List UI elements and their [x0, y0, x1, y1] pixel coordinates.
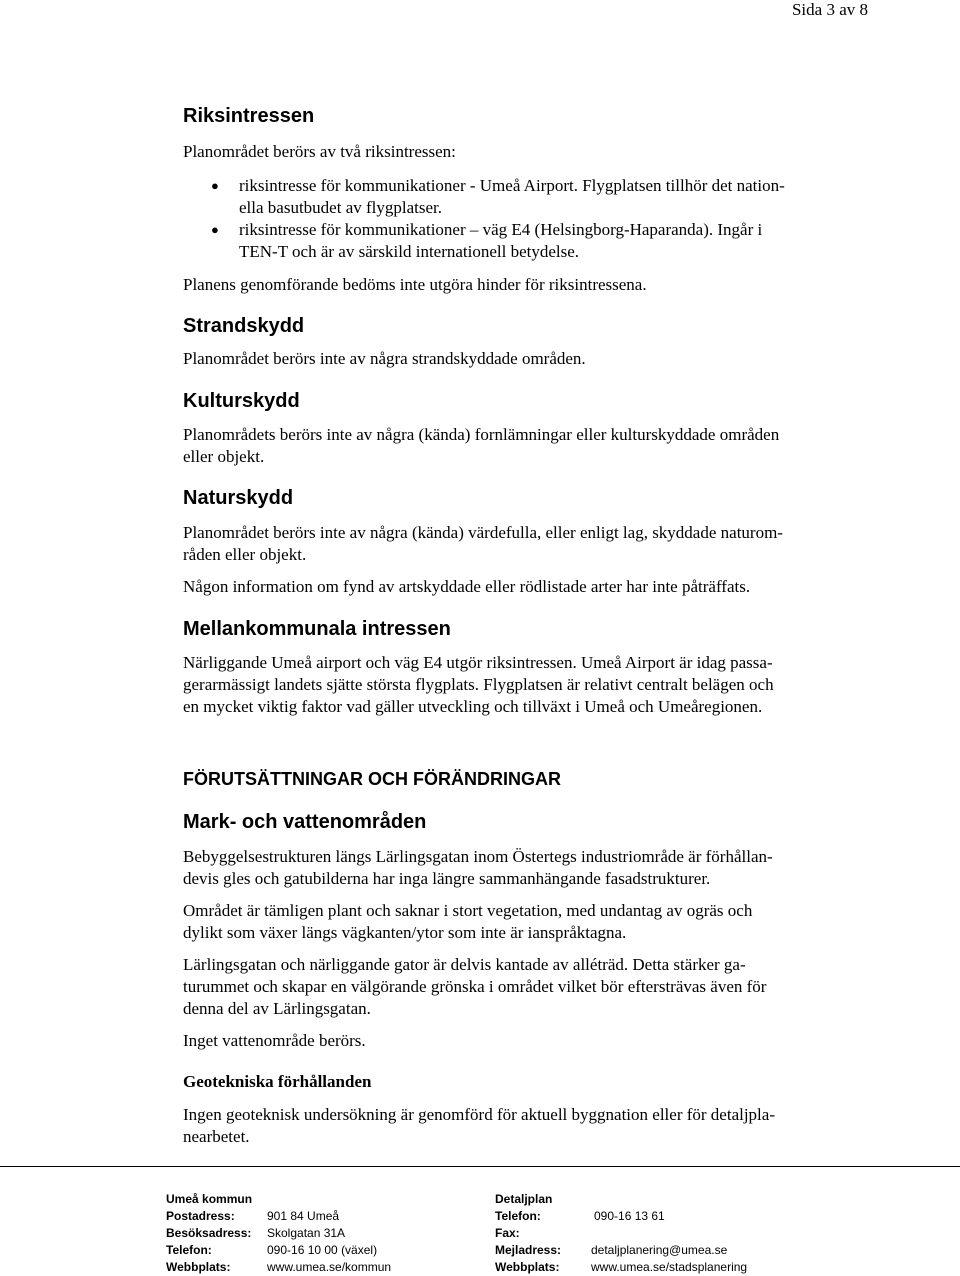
kulturskydd-line: Planområdets berörs inte av några (kända) fornlämningar eller kulturskyddade områden	[183, 425, 780, 444]
mellankommunala-line: gerarmässigt landets sjätte största flygplats. Flygplatsen är relativt centralt belägen och	[183, 675, 774, 694]
footer-org-kommun: Umeå kommun	[166, 1192, 253, 1206]
footer-value: 901 84 Umeå	[267, 1209, 340, 1223]
footer-value: 090-16 10 00 (växel)	[267, 1243, 378, 1257]
mark-line: turummet och skapar en välgörande grönska i området vilket bör eftersträvas även för	[183, 977, 767, 996]
riksintressen-conclusion: Planens genomförande bedöms inte utgöra hinder för riksintressena.	[183, 275, 647, 294]
footer-link-stadsplanering[interactable]: www.umea.se/stadsplanering	[591, 1260, 748, 1274]
footer-email-link[interactable]: detaljplanering@umea.se	[591, 1243, 728, 1257]
footer-value: 090-16 13 61	[594, 1209, 665, 1223]
heading-strandskydd: Strandskydd	[183, 315, 305, 337]
mark-line: Lärlingsgatan och närliggande gator är delvis kantade av alléträd. Detta stärker ga-	[183, 955, 746, 974]
heading-mark-vatten: Mark- och vattenområden	[183, 811, 427, 833]
mark-line: Området är tämligen plant och saknar i stort vegetation, med undantag av ogräs och	[183, 901, 753, 920]
naturskydd-p2: Någon information om fynd av artskyddade eller rödlistade arter har inte påträffats.	[183, 577, 751, 596]
footer-label: Webbplats:	[495, 1260, 560, 1274]
naturskydd-line: Planområdet berörs inte av några (kända) värdefulla, eller enligt lag, skyddade naturom-	[183, 523, 783, 542]
mark-line: Inget vattenområde berörs.	[183, 1031, 366, 1050]
list-item-line: riksintresse för kommunikationer – väg E4 (Helsingborg-Haparanda). Ingår i	[239, 220, 763, 239]
heading-geoteknik: Geotekniska förhållanden	[183, 1072, 372, 1091]
footer-link-kommun[interactable]: www.umea.se/kommun	[267, 1260, 392, 1274]
geoteknik-line: nearbetet.	[183, 1127, 250, 1146]
strandskydd-text: Planområdet berörs inte av några strandskyddade områden.	[183, 349, 586, 368]
footer-label: Webbplats:	[166, 1260, 231, 1274]
mark-line: devis gles och gatubilderna har inga längre sammanhängande fasadstrukturer.	[183, 869, 711, 888]
footer-label: Telefon:	[495, 1209, 541, 1223]
list-item-line: TEN-T och är av särskild internationell betydelse.	[239, 242, 580, 261]
mellankommunala-line: Närliggande Umeå airport och väg E4 utgör riksintressen. Umeå Airport är idag passa-	[183, 653, 773, 672]
heading-naturskydd: Naturskydd	[183, 487, 294, 509]
riksintressen-intro: Planområdet berörs av två riksintressen:	[183, 142, 456, 161]
list-item-line: riksintresse för kommunikationer - Umeå Airport. Flygplatsen tillhör det nation-	[239, 176, 785, 195]
naturskydd-line: råden eller objekt.	[183, 545, 307, 564]
bullet-dot-icon: ●	[211, 222, 219, 237]
footer-label: Besöksadress:	[166, 1226, 252, 1240]
heading-mellankommunala: Mellankommunala intressen	[183, 618, 451, 640]
list-item-line: ella basutbudet av flygplatser.	[239, 198, 442, 217]
bullet-dot-icon: ●	[211, 178, 219, 193]
kulturskydd-line: eller objekt.	[183, 447, 265, 466]
footer-label: Postadress:	[166, 1209, 235, 1223]
mellankommunala-line: en mycket viktig faktor vad gäller utveckling och tillväxt i Umeå och Umeåregionen.	[183, 697, 763, 716]
footer-divider	[0, 1166, 960, 1167]
heading-forutsattningar: FÖRUTSÄTTNINGAR OCH FÖRÄNDRINGAR	[183, 769, 561, 789]
heading-riksintressen: Riksintressen	[183, 105, 315, 127]
geoteknik-line: Ingen geoteknisk undersökning är genomförd för aktuell byggnation eller för detaljpla-	[183, 1105, 775, 1124]
heading-kulturskydd: Kulturskydd	[183, 390, 300, 412]
mark-line: Bebyggelsestrukturen längs Lärlingsgatan inom Östertegs industriområde är förhållan-	[183, 847, 773, 866]
footer-label: Mejladress:	[495, 1243, 562, 1257]
mark-line: dylikt som växer längs vägkanten/ytor som inte är ianspråktagna.	[183, 923, 627, 942]
page-number: Sida 3 av 8	[791, 0, 868, 19]
footer-label: Fax:	[495, 1226, 520, 1240]
footer-label: Telefon:	[166, 1243, 212, 1257]
mark-line: denna del av Lärlingsgatan.	[183, 999, 371, 1018]
footer-org-detaljplan: Detaljplan	[495, 1192, 553, 1206]
footer-value: Skolgatan 31A	[267, 1226, 346, 1240]
